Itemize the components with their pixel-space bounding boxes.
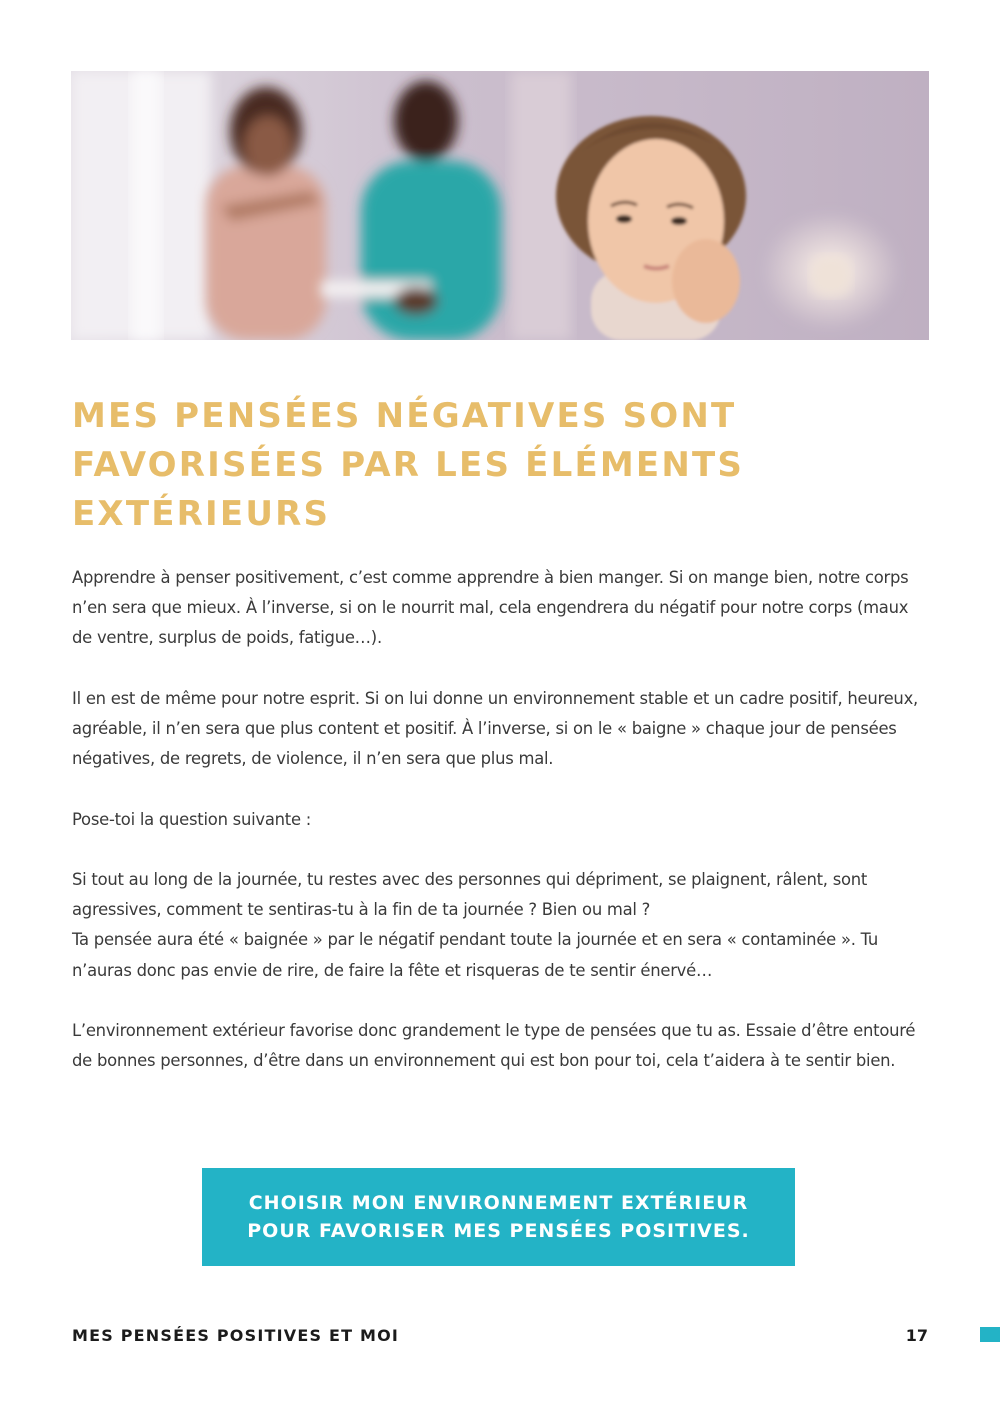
paragraph: Apprendre à penser positivement, c’est comme apprendre à bien manger. Si on mange bien, notre corps n’en sera que mieux. À l’inverse, si on le nourrit mal, cela engendrera du négatif pour notre corps (maux de ventre, surplus de poids, fatigue…).	[72, 568, 909, 648]
callout-text: CHOISIR MON ENVIRONNEMENT EXTÉRIEUR POUR FAVORISER MES PENSÉES POSITIVES.	[247, 1192, 750, 1242]
page-title: MES PENSÉES NÉGATIVES SONT FAVORISÉES PAR LES ÉLÉMENTS EXTÉRIEURS	[72, 396, 745, 534]
page-tab-marker	[980, 1327, 1000, 1342]
paragraph: Si tout au long de la journée, tu restes avec des personnes qui dépriment, se plaignent, râlent, sont agressives, comment te sentiras-tu à la fin de ta journée ? Bien ou mal ? Ta pensée aura été « baignée » par le négatif pendant toute la journée et en sera « contaminée ». Tu n’auras donc pas envie de rire, de faire la fête et risqueras de te sentir énervé…	[72, 869, 879, 980]
callout-box	[202, 1168, 795, 1266]
paragraph: Pose-toi la question suivante :	[72, 809, 312, 829]
paragraph: L’environnement extérieur favorise donc grandement le type de pensées que tu as. Essaie d’être entouré de bonnes personnes, d’être dans un environnement qui est bon pour toi, cela t’aidera à te sentir bien.	[72, 1020, 916, 1071]
paragraph: Il en est de même pour notre esprit. Si on lui donne un environnement stable et un cadre positif, heureux, agréable, il n’en sera que plus content et positif. À l’inverse, si on le « baigne » chaque jour de pensées négatives, de regrets, de violence, il n’en sera que plus mal.	[72, 688, 918, 769]
page-number: 17	[905, 1326, 928, 1345]
body-text	[72, 563, 932, 1107]
footer-book-title: MES PENSÉES POSITIVES ET MOI	[72, 1326, 400, 1345]
hero-photo	[71, 71, 929, 340]
hero-photo-illustration	[71, 71, 929, 340]
